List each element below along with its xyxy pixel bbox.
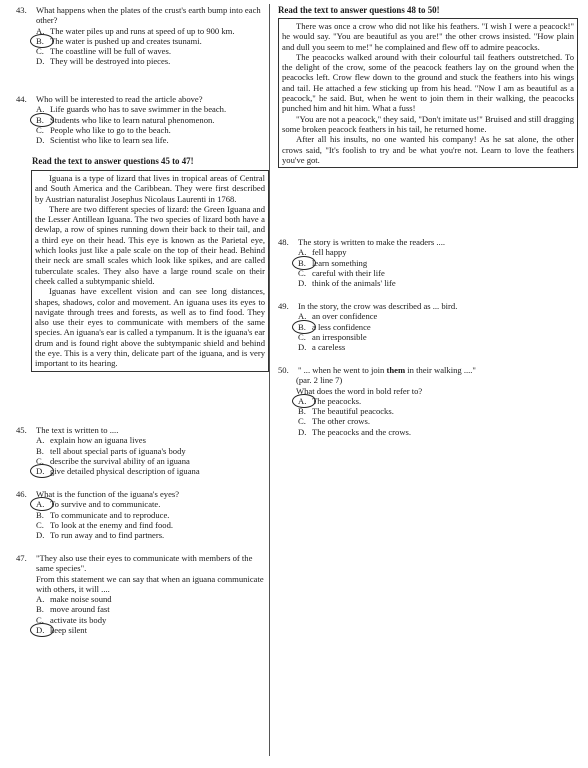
question-reference: (par. 2 line 7): [296, 375, 343, 386]
passage-paragraph: After all his insults, no one wanted his company! As he sat alone, the other crows said, "It's foolish to try and be what you're not. Learn to love the feathers you've got.: [282, 134, 574, 165]
option-c[interactable]: C. describe the survival ability of an iguana: [36, 455, 190, 466]
passage-paragraph: There was once a crow who did not like his feathers. "I wish I were a peacock!" he would say. "You are beautiful as you are!" the other crows insisted. "How plain and dull you seem to me!" he complained and flew off to admire peacocks.: [282, 21, 574, 52]
passage-paragraph: Iguana is a type of lizard that lives in tropical areas of Central and South America and the Caribbean. They were first described by Austrian naturalist Josephus Nicolaus Laurenti in 1768.: [35, 173, 265, 204]
question-text: Who will be interested to read the article above?: [36, 94, 203, 104]
question-text: The text is written to ....: [36, 425, 119, 435]
option-d[interactable]: D. a careless: [298, 342, 346, 353]
question-49: [276, 301, 576, 352]
option-d[interactable]: D. Scientist who like to learn sea life.: [36, 135, 169, 146]
option-b[interactable]: B. learn something: [298, 258, 576, 268]
option-c[interactable]: C. People who like to go to the beach.: [36, 124, 171, 135]
passage-paragraph: There are two different species of lizard: the Green Iguana and the Lesser Antillean Iguana. The two species of lizard both have a dewlap, a row of spines running down their back to their tail, and a third eye on their head. This eye is known as the Parietal eye, which looks just like a pale scale on the top of their head. Behind their neck are small scales which look like spikes, and are called tuberculate scales. They also have a large round scale on their cheek called a subtympanic shield.: [35, 203, 265, 286]
question-number: 43.: [16, 5, 27, 15]
section-heading-45-47: Read the text to answer questions 45 to 47!: [32, 156, 194, 166]
option-c[interactable]: C. careful with their life: [298, 267, 385, 278]
option-c[interactable]: C. The other crows.: [298, 416, 370, 427]
question-text: What is the function of the iguana's eyes?: [36, 489, 180, 499]
option-d[interactable]: D. think of the animals' life: [298, 278, 396, 289]
question-50: [276, 365, 576, 437]
question-text: In the story, the crow was described as ... bird.: [298, 301, 458, 311]
option-d[interactable]: D. keep silent: [36, 625, 268, 635]
passage-paragraph: The peacocks walked around with their colourful tail feathers outstretched. To the delight of the crow, some of the peacock feathers lay on the ground when the peacocks left. Crow flew down to the ground and stuck the feathers into his wings and tail. He attached a few sticking up from his head. "Now I am as beautiful as a peacock," he said. But, when he went to join them in their walking, the peacocks punched him and hit him. What a fuss!: [282, 51, 574, 114]
option-c[interactable]: C. activate its body: [36, 614, 107, 625]
crow-passage: [278, 18, 578, 168]
option-b[interactable]: B. a less confidence: [298, 322, 576, 332]
question-prompt: What does the word in bold refer to?: [296, 385, 423, 396]
question-number: 48.: [278, 237, 289, 247]
option-a[interactable]: A. make noise sound: [36, 594, 112, 605]
question-47: [14, 553, 268, 635]
option-c[interactable]: C. The coastline will be full of waves.: [36, 46, 171, 57]
option-b[interactable]: B. Students who like to learn natural phenomenon.: [36, 115, 268, 125]
question-48: [276, 237, 576, 288]
question-prompt: From this statement we can say that when an iguana communicate with others, it will ....: [36, 573, 264, 594]
option-a[interactable]: A. The peacocks.: [298, 396, 576, 406]
option-b[interactable]: B. The water is pushed up and creates tsunami.: [36, 36, 264, 46]
question-45: [14, 425, 268, 476]
option-a[interactable]: A. To survive and to communicate.: [36, 499, 268, 509]
option-b[interactable]: B. The beautiful peacocks.: [298, 406, 394, 417]
question-text: " ... when he went to join them in their walking ....": [298, 365, 476, 375]
passage-paragraph: Iguanas have excellent vision and can see long distances, shapes, shadows, color and movement. An iguana uses its eyes to navigate through trees and forests, as well as to find food. They also use their eyes to communicate with members of the same species. An iguana's ear is called a tympanum. It is the iguana's ear drum and is found right above the subtympanic shield and behind the eye. This is a very thin, delicate part of the iguana, and is very important to its hearing.: [35, 286, 265, 369]
column-divider: [269, 4, 270, 756]
option-d[interactable]: D. The peacocks and the crows.: [298, 426, 412, 437]
section-heading-48-50: Read the text to answer questions 48 to 50!: [278, 5, 440, 15]
option-b[interactable]: B. tell about special parts of iguana's body: [36, 445, 186, 456]
option-c[interactable]: C. an irresponsible: [298, 331, 367, 342]
question-number: 50.: [278, 365, 289, 375]
question-number: 49.: [278, 301, 289, 311]
question-43: [14, 5, 264, 67]
question-number: 44.: [16, 94, 27, 104]
option-a[interactable]: A. an over confidence: [298, 311, 378, 322]
question-46: [14, 489, 268, 540]
option-a[interactable]: A. The water piles up and runs at speed of up to 900 km.: [36, 25, 235, 36]
question-text: What happens when the plates of the crust's earth bump into each other?: [36, 5, 261, 26]
option-a[interactable]: A. explain how an iguana lives: [36, 435, 146, 446]
question-44: [14, 94, 268, 145]
option-d[interactable]: D. To run away and to find partners.: [36, 530, 165, 541]
option-b[interactable]: B. move around fast: [36, 604, 110, 615]
question-number: 45.: [16, 425, 27, 435]
question-number: 46.: [16, 489, 27, 499]
bold-keyword: them: [386, 365, 406, 375]
option-c[interactable]: C. To look at the enemy and find food.: [36, 519, 174, 530]
question-text: "They also use their eyes to communicate with members of the same species".: [36, 553, 253, 574]
answer-circle: [30, 623, 54, 637]
option-b[interactable]: B. To communicate and to reproduce.: [36, 509, 170, 520]
option-a[interactable]: A. fell happy: [298, 247, 347, 258]
question-text: The story is written to make the readers ....: [298, 237, 446, 247]
option-d[interactable]: D. They will be destroyed into pieces.: [36, 56, 171, 67]
option-a[interactable]: A. Life guards who has to save swimmer in the beach.: [36, 104, 227, 115]
question-number: 47.: [16, 553, 27, 563]
option-d[interactable]: D. give detailed physical description of iguana: [36, 466, 268, 476]
passage-paragraph: "You are not a peacock," they said, "Don't imitate us!" Bruised and still dragging some broken peacock feathers in his tail, he returned home.: [282, 113, 574, 134]
iguana-passage: [31, 170, 269, 372]
